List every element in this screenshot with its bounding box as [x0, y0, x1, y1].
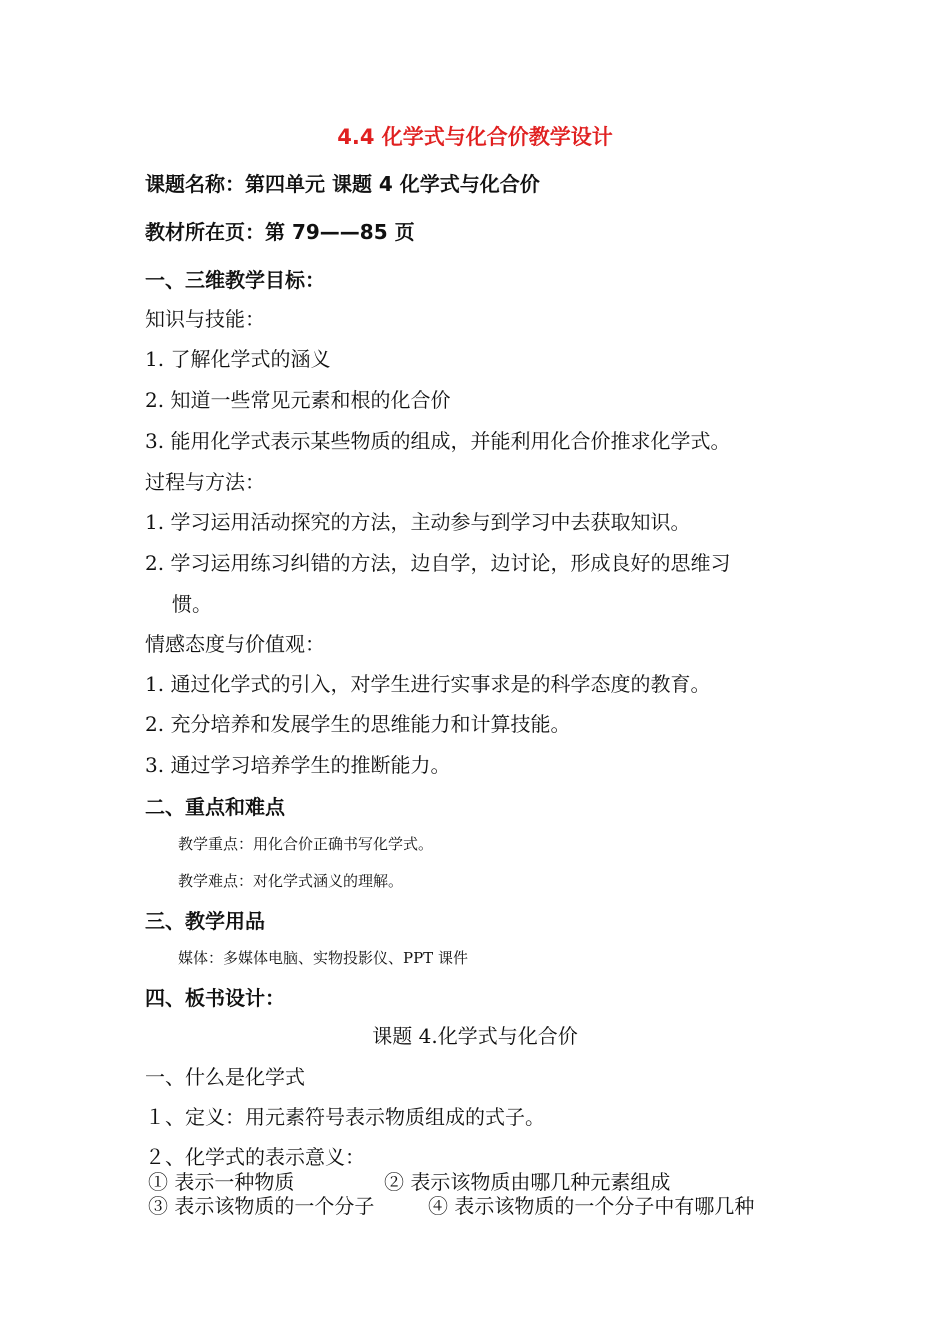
- section-heading-materials: 三、教学用品: [145, 909, 265, 933]
- process-item-continuation: 惯。: [172, 592, 212, 616]
- knowledge-item: 2. 知道一些常见元素和根的化合价: [145, 388, 451, 412]
- emotion-item: 1. 通过化学式的引入，对学生进行实事求是的科学态度的教育。: [145, 672, 711, 696]
- emotion-item: 3. 通过学习培养学生的推断能力。: [145, 753, 451, 777]
- knowledge-item: 3. 能用化学式表示某些物质的组成，并能利用化合价推求化学式。: [145, 429, 731, 453]
- textbook-pages: 教材所在页：第 79——85 页: [145, 220, 415, 244]
- section-heading-key-points: 二、重点和难点: [145, 795, 285, 819]
- knowledge-label: 知识与技能：: [145, 307, 265, 331]
- board-definition: １、定义：用元素符号表示物质组成的式子。: [145, 1105, 545, 1129]
- board-meaning-2: ② 表示该物质由哪几种元素组成: [384, 1170, 671, 1194]
- board-meaning-1: ① 表示一种物质: [148, 1170, 295, 1194]
- emotion-item: 2. 充分培养和发展学生的思维能力和计算技能。: [145, 712, 571, 736]
- process-label: 过程与方法：: [145, 470, 265, 494]
- teaching-difficulty: 教学难点：对化学式涵义的理解。: [178, 872, 404, 890]
- board-meaning-4: ④ 表示该物质的一个分子中有哪几种: [428, 1194, 755, 1218]
- process-item: 1. 学习运用活动探究的方法，主动参与到学习中去获取知识。: [145, 510, 691, 534]
- document-title: 4.4 化学式与化合价教学设计: [337, 125, 613, 149]
- lesson-name: 课题名称：第四单元 课题 4 化学式与化合价: [145, 172, 540, 196]
- board-title: 课题 4.化学式与化合价: [372, 1024, 578, 1048]
- board-meaning-3: ③ 表示该物质的一个分子: [148, 1194, 375, 1218]
- section-heading-objectives: 一、三维教学目标：: [145, 268, 325, 292]
- knowledge-item: 1. 了解化学式的涵义: [145, 347, 331, 371]
- emotion-label: 情感态度与价值观：: [145, 632, 325, 656]
- board-what-is: 一、什么是化学式: [145, 1065, 305, 1089]
- teaching-focus: 教学重点：用化合价正确书写化学式。: [178, 835, 434, 853]
- section-heading-board-design: 四、板书设计：: [145, 986, 285, 1010]
- process-item: 2. 学习运用练习纠错的方法，边自学，边讨论，形成良好的思维习: [145, 551, 731, 575]
- teaching-media: 媒体：多媒体电脑、实物投影仪、PPT 课件: [178, 949, 468, 967]
- board-meaning-label: ２、化学式的表示意义：: [145, 1145, 365, 1169]
